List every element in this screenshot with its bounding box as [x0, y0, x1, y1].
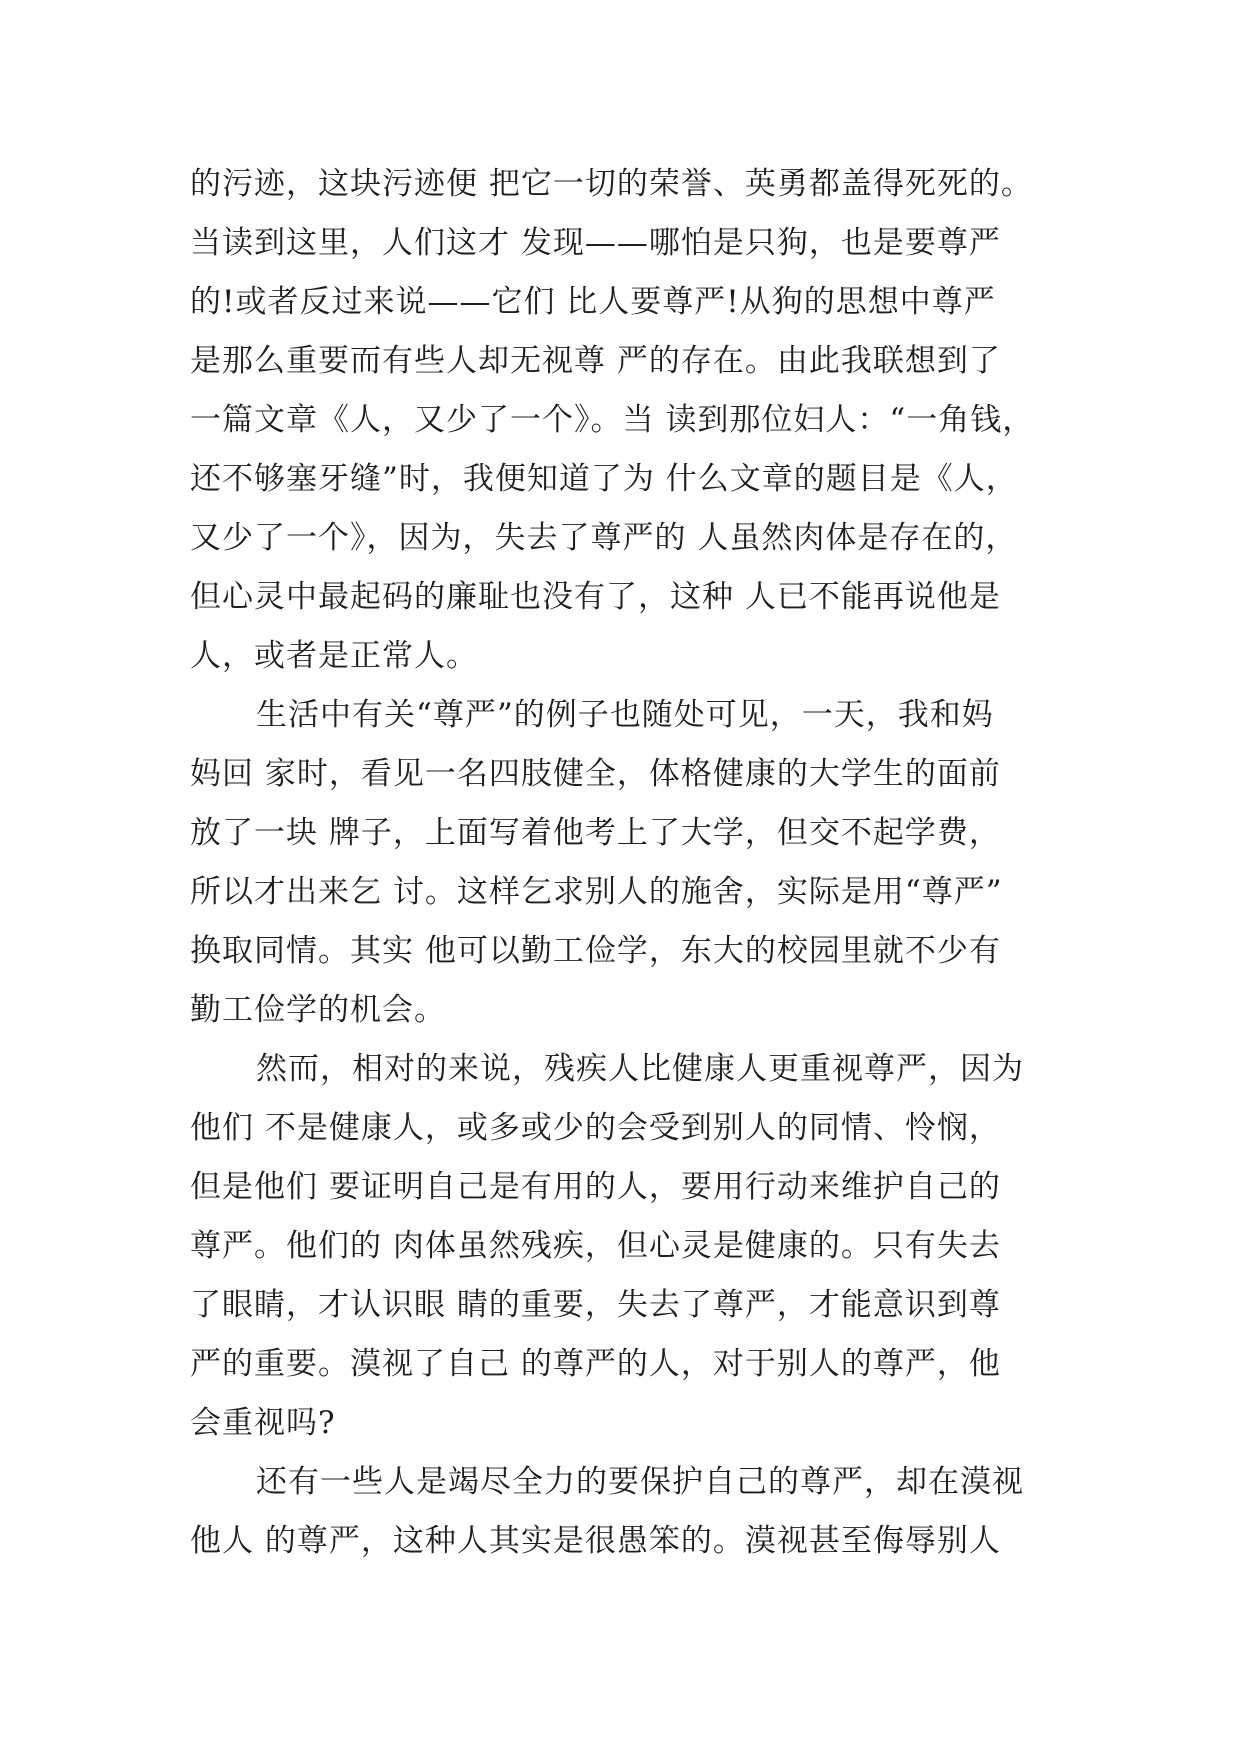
- body-text: [190, 155, 1090, 1571]
- text-line: 又少了一个》，因为，失去了尊严的 人虽然肉体是存在的，: [190, 520, 1018, 556]
- text-line: 严的重要。漠视了自己 的尊严的人，对于别人的尊严，他: [190, 1346, 1001, 1382]
- text-line: 他们 不是健康人，或多或少的会受到别人的同情、怜悯，: [190, 1110, 1001, 1146]
- text-line: 妈回 家时，看见一名四肢健全，体格健康的大学生的面前: [190, 756, 1001, 792]
- text-line: 尊严。他们的 肉体虽然残疾，但心灵是健康的。只有失去: [190, 1228, 1001, 1264]
- text-line: 放了一块 牌子，上面写着他考上了大学，但交不起学费，: [190, 815, 1001, 851]
- text-line: 会重视吗?: [190, 1405, 336, 1441]
- text-line: 了眼睛，才认识眼 睛的重要，失去了尊严，才能意识到尊: [190, 1287, 1001, 1323]
- text-line: 生活中有关“尊严”的例子也随处可见，一天，我和妈: [256, 697, 994, 733]
- text-line: 换取同情。其实 他可以勤工俭学，东大的校园里就不少有: [190, 933, 1001, 969]
- text-line: 人，或者是正常人。: [190, 638, 478, 674]
- text-line: 所以才出来乞 讨。这样乞求别人的施舍，实际是用“尊严”: [190, 874, 1003, 910]
- paragraph-1: [190, 155, 1090, 686]
- text-line: 然而，相对的来说，残疾人比健康人更重视尊严，因为: [256, 1051, 1024, 1087]
- paragraph-3: [190, 1040, 1090, 1453]
- text-line: 的污迹，这块污迹便 把它一切的荣誉、英勇都盖得死死的。: [190, 166, 1033, 202]
- text-line: 当读到这里，人们这才 发现——哪怕是只狗，也是要尊严: [190, 225, 1001, 261]
- text-line: 勤工俭学的机会。: [190, 992, 446, 1028]
- paragraph-4: [190, 1453, 1090, 1571]
- text-line: 是那么重要而有些人却无视尊 严的存在。由此我联想到了: [190, 343, 1001, 379]
- paragraph-2: [190, 686, 1090, 1040]
- text-line: 但是他们 要证明自己是有用的人，要用行动来维护自己的: [190, 1169, 1001, 1205]
- text-line: 还不够塞牙缝”时，我便知道了为 什么文章的题目是《人，: [190, 461, 1018, 497]
- text-line: 一篇文章《人，又少了一个》。当 读到那位妇人：“一角钱，: [190, 402, 1035, 438]
- text-line: 还有一些人是竭尽全力的要保护自己的尊严，却在漠视: [256, 1464, 1024, 1500]
- text-line: 但心灵中最起码的廉耻也没有了，这种 人已不能再说他是: [190, 579, 1001, 615]
- text-line: 他人 的尊严，这种人其实是很愚笨的。漠视甚至侮辱别人: [190, 1523, 1001, 1559]
- text-line: 的!或者反过来说——它们 比人要尊严!从狗的思想中尊严: [190, 284, 996, 320]
